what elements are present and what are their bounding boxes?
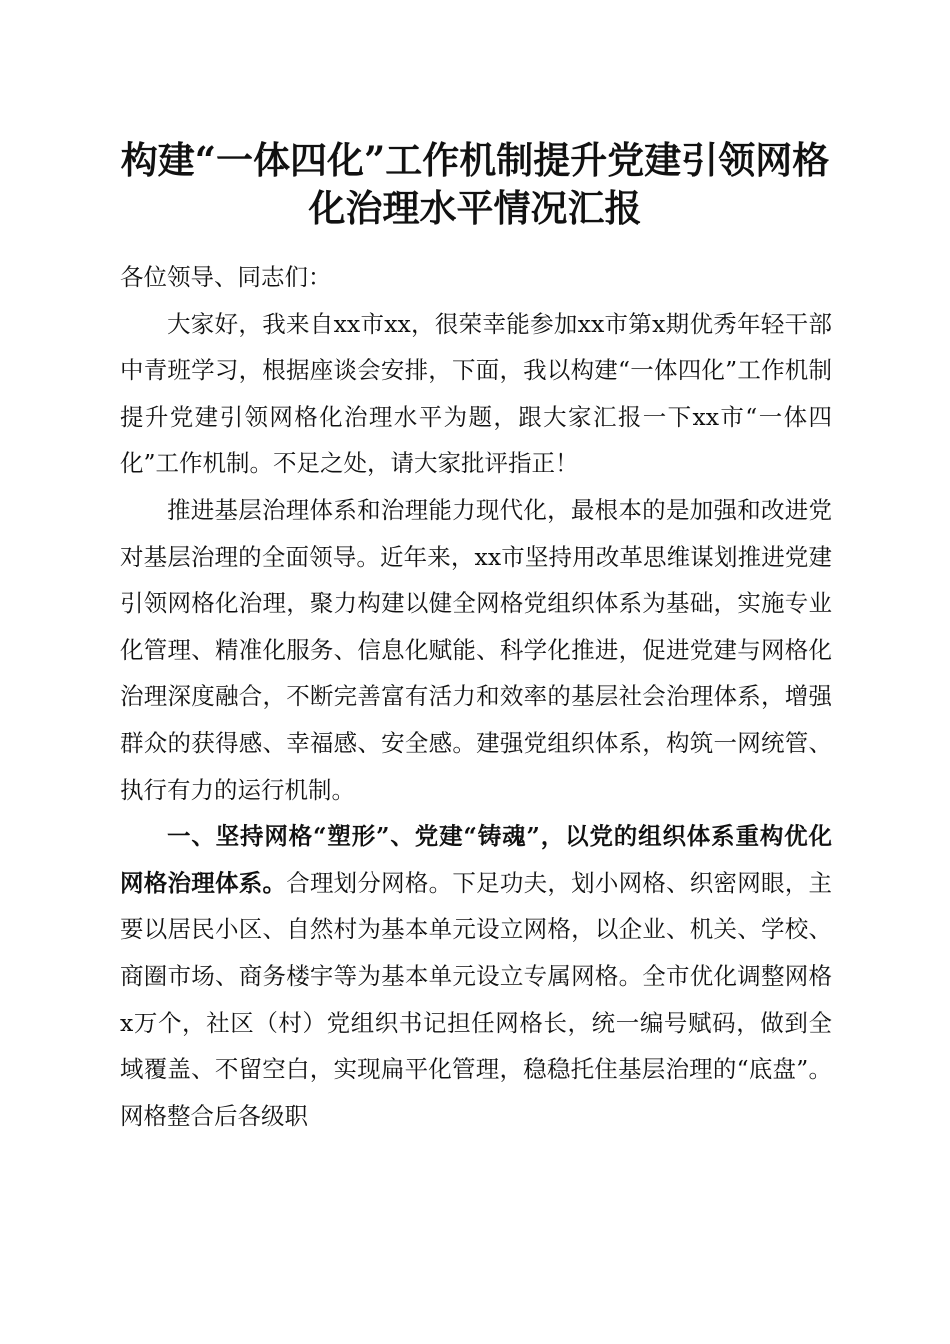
section-1-text: 合理划分网格。下足功夫，划小网格、织密网眼，主要以居民小区、自然村为基本单元设立网格，以企业、机关、学校、商圈市场、商务楼宇等为基本单元设立专属网格。全市优化调整网格x万个，社区（村）党组织书记担任网格长，统一编号赋码，做到全域覆盖、不留空白，实现扁平化管理，稳稳托住基层治理的“底盘”。网格整合后各级职 [120, 868, 833, 1130]
paragraph-overview: 推进基层治理体系和治理能力现代化，最根本的是加强和改进党对基层治理的全面领导。近年来，xx市坚持用改革思维谋划推进党建引领网格化治理，聚力构建以健全网格党组织体系为基础，实施专业化管理、精准化服务、信息化赋能、科学化推进，促进党建与网格化治理深度融合，不断完善富有活力和效率的基层社会治理体系，增强群众的获得感、幸福感、安全感。建强党组织体系，构筑一网统管、执行有力的运行机制。 [120, 495, 832, 804]
section-1-heading: 一、坚持网格“塑形”、党建“铸魂”，以党的组织体系重构优化网格治理体系。 [120, 822, 832, 897]
title-line-1: 构建“一体四化”工作机制提升党建引领网格 [120, 138, 830, 182]
paragraph-intro: 大家好，我来自xx市xx，很荣幸能参加xx市第x期优秀年轻干部中青班学习，根据座谈会安排，下面，我以构建“一体四化”工作机制提升党建引领网格化治理水平为题，跟大家汇报一下xx市“一体四化”工作机制。不足之处，请大家批评指正！ [120, 309, 832, 478]
document-title [110, 136, 840, 232]
salutation: 各位领导、同志们： [120, 263, 332, 291]
title-line-2: 化治理水平情况汇报 [308, 186, 642, 230]
document-body [120, 254, 832, 1139]
paragraph-section-1 [120, 813, 832, 1139]
